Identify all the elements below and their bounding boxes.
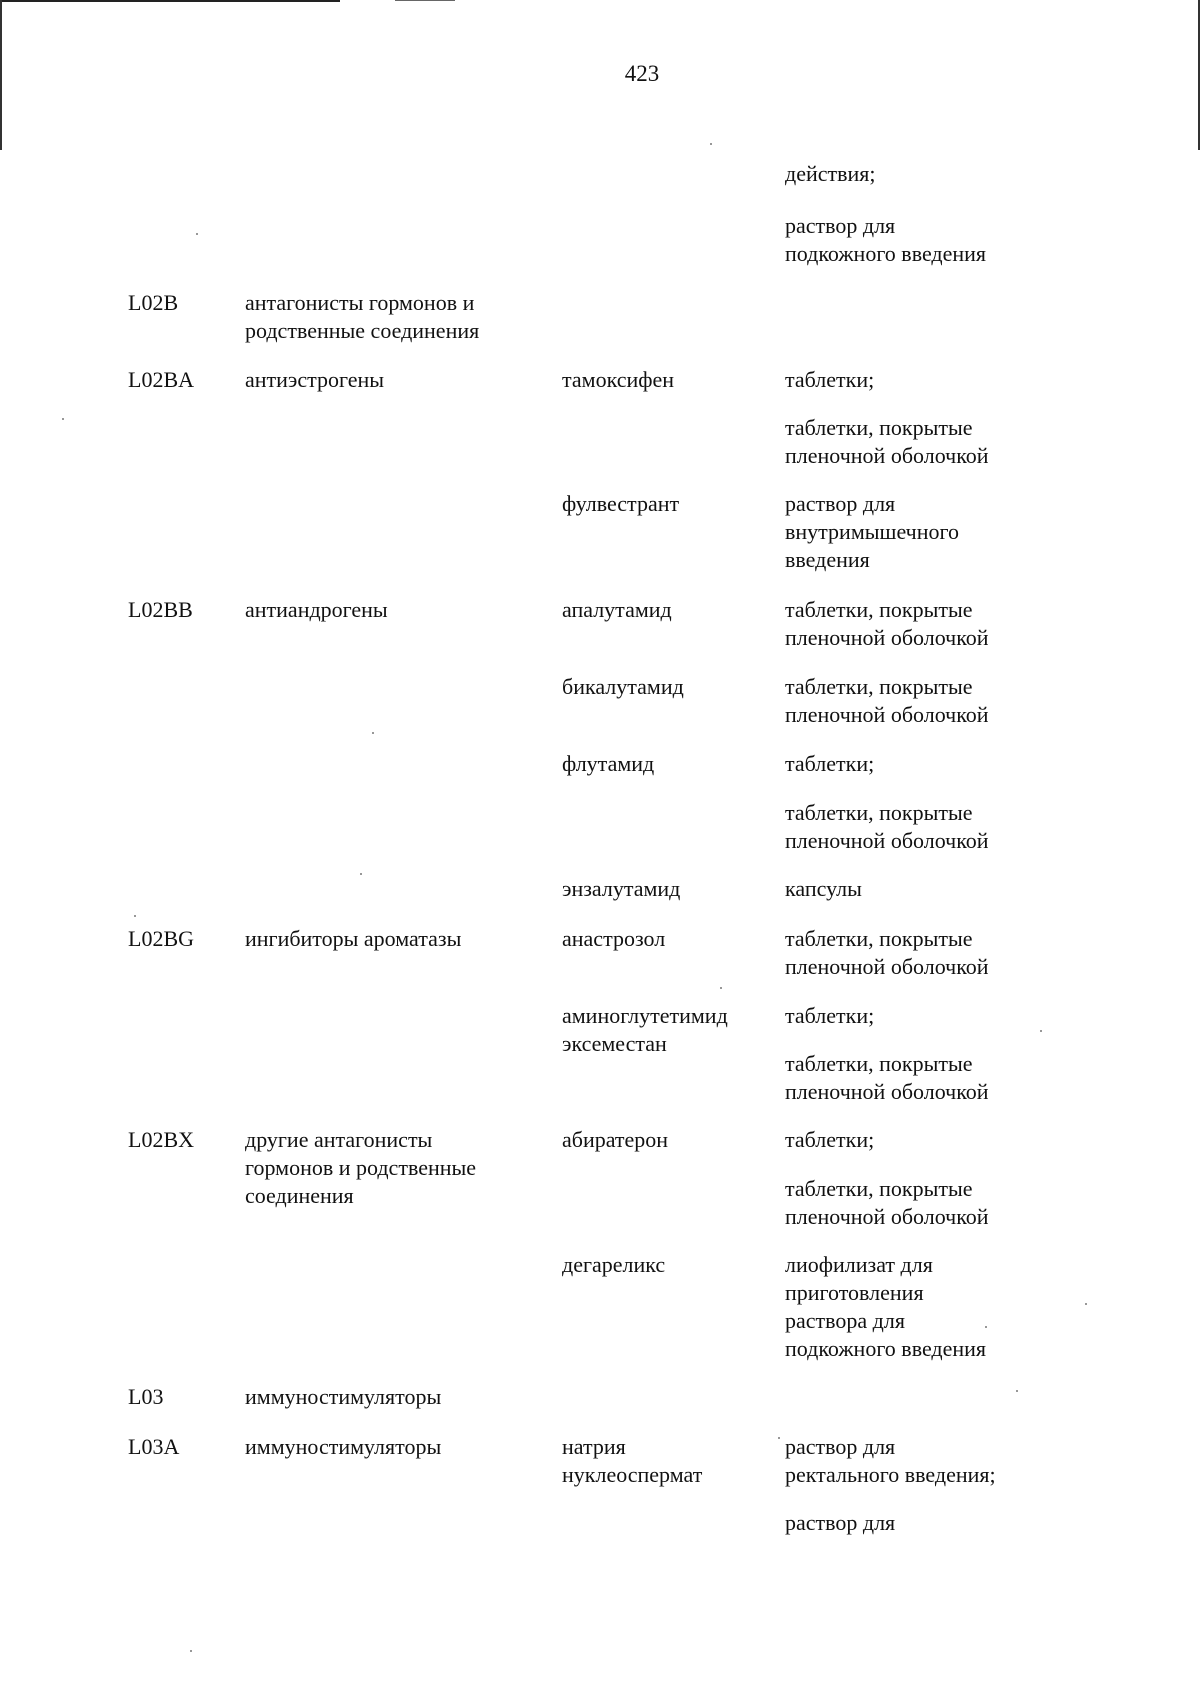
atc-code: L02BA: [128, 367, 194, 392]
scan-speck: [1040, 1030, 1042, 1032]
dosage-form: таблетки, покрытые пленочной оболочкой: [785, 800, 989, 853]
dosage-form: лиофилизат для приготовления раствора для подкожного введения: [785, 1252, 987, 1361]
group-name: антиандрогены: [245, 597, 388, 622]
scan-speck: [372, 732, 374, 734]
atc-code: L03: [128, 1384, 164, 1409]
drug-name: абиратерон: [562, 1127, 669, 1152]
dosage-form: таблетки;: [785, 1003, 875, 1028]
drug-name: энзалутамид: [562, 876, 681, 901]
dosage-form: таблетки, покрытые пленочной оболочкой: [785, 1051, 989, 1104]
scan-speck: [134, 915, 136, 917]
dosage-form: таблетки, покрытые пленочной оболочкой: [785, 415, 989, 468]
scan-speck: [190, 1650, 192, 1652]
drug-name: бикалутамид: [562, 674, 684, 699]
dosage-form: таблетки, покрытые пленочной оболочкой: [785, 597, 989, 650]
scan-speck: [710, 143, 712, 145]
atc-code: L02B: [128, 290, 179, 315]
dosage-form: таблетки, покрытые пленочной оболочкой: [785, 674, 989, 727]
scan-speck: [720, 987, 722, 989]
group-name: иммуностимуляторы: [245, 1384, 442, 1409]
dosage-form: таблетки, покрытые пленочной оболочкой: [785, 1176, 989, 1229]
dosage-form: раствор для внутримышечного введения: [785, 491, 959, 572]
drug-name: тамоксифен: [562, 367, 675, 392]
scan-speck: [1016, 1390, 1018, 1392]
dosage-form: таблетки;: [785, 751, 875, 776]
drug-name: апалутамид: [562, 597, 672, 622]
scan-speck: [1085, 1303, 1087, 1305]
scan-edge: [395, 0, 455, 1]
dosage-form: таблетки;: [785, 1127, 875, 1152]
dosage-form: таблетки;: [785, 367, 875, 392]
atc-code: L02BG: [128, 926, 194, 951]
scan-speck: [62, 418, 64, 420]
group-name: антагонисты гормонов и родственные соединения: [245, 290, 480, 343]
atc-code: L03A: [128, 1434, 180, 1459]
scan-speck: [196, 233, 198, 235]
drug-name: аминоглутетимид эксеместан: [562, 1003, 728, 1056]
dosage-form: раствор для: [785, 1510, 896, 1535]
group-name: иммуностимуляторы: [245, 1434, 442, 1459]
scan-edge: [0, 0, 340, 2]
dosage-form: таблетки, покрытые пленочной оболочкой: [785, 926, 989, 979]
page-number: 423: [624, 61, 660, 86]
group-name: ингибиторы ароматазы: [245, 926, 462, 951]
drug-name: анастрозол: [562, 926, 666, 951]
group-name: антиэстрогены: [245, 367, 385, 392]
scan-speck: [778, 1437, 780, 1439]
atc-code: L02BX: [128, 1127, 194, 1152]
dosage-form: капсулы: [785, 876, 862, 901]
dosage-form: раствор для ректального введения;: [785, 1434, 996, 1487]
drug-name: натрия нуклеоспермат: [562, 1434, 703, 1487]
drug-name: флутамид: [562, 751, 655, 776]
dosage-form: действия;: [785, 161, 876, 186]
drug-name: фулвестрант: [562, 491, 680, 516]
drug-name: дегареликс: [562, 1252, 666, 1277]
dosage-form: раствор для подкожного введения: [785, 213, 987, 266]
group-name: другие антагонисты гормонов и родственные соединения: [245, 1127, 477, 1208]
atc-code: L02BB: [128, 597, 193, 622]
scan-speck: [360, 873, 362, 875]
